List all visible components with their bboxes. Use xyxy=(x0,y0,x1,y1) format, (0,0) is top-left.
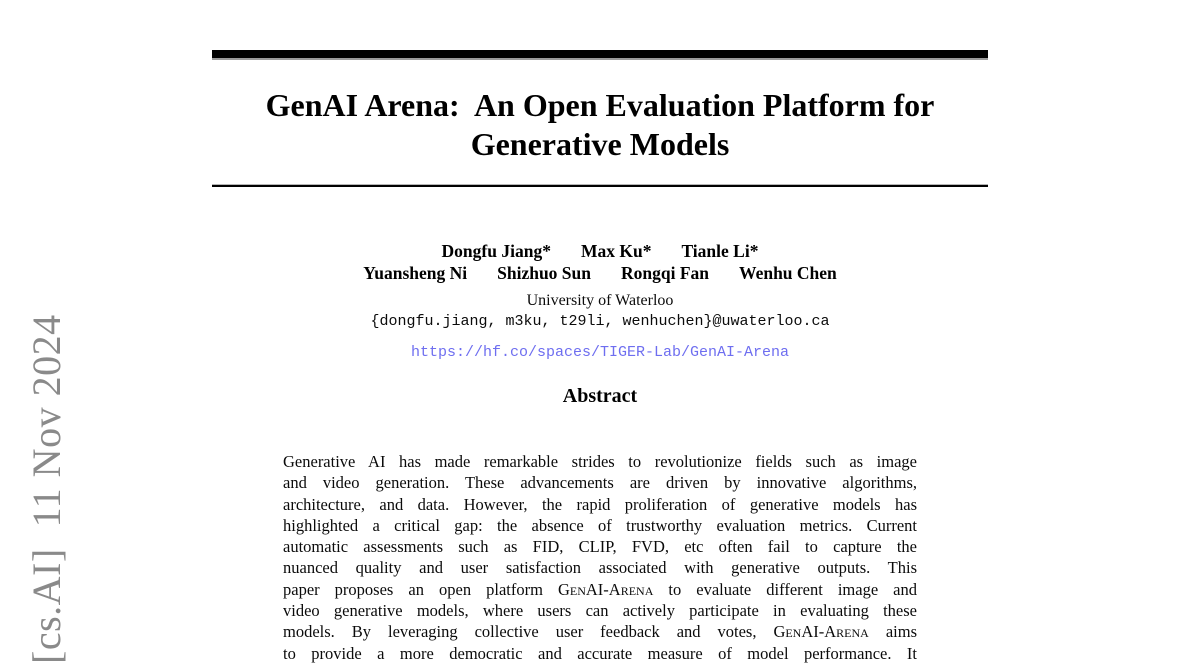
paper-title-line-2: Generative Models xyxy=(470,126,730,162)
author-name: Dongfu Jiang* xyxy=(441,241,551,261)
author-name: Shizhuo Sun xyxy=(497,263,592,283)
abstract-line: architecture, and data. However, the rapid proliferation of generative models has xyxy=(283,494,917,514)
author-name: Tianle Li* xyxy=(681,241,759,261)
affiliation: University of Waterloo xyxy=(526,292,674,309)
abstract-line: to provide a more democratic and accurate measure of model performance. It xyxy=(283,643,917,663)
abstract-line: nuanced quality and user satisfaction associated with generative outputs. This xyxy=(283,558,917,578)
abstract-line: video generative models, where users can actively participate in evaluating these xyxy=(283,601,917,621)
paper-title-line-1: GenAI Arena: An Open Evaluation Platform for xyxy=(265,87,935,123)
abstract-line: models. By leveraging collective user feedback and votes, GenAI-Arena aims xyxy=(283,622,917,642)
smallcaps-term: GenAI-Arena xyxy=(557,579,654,599)
paper-title xyxy=(0,86,1200,164)
paper-link[interactable]: https://hf.co/spaces/TIGER-Lab/GenAI-Arena xyxy=(410,344,790,361)
smallcaps-term: GenAI-Arena xyxy=(773,622,869,642)
abstract-line: paper proposes an open platform GenAI-Arena to evaluate different image and xyxy=(283,579,918,599)
title-rule-bottom xyxy=(212,185,988,187)
abstract-line: highlighted a critical gap: the absence of trustworthy evaluation metrics. Current xyxy=(283,515,917,535)
abstract-line: automatic assessments such as FID, CLIP, FVD, etc often fail to capture the xyxy=(283,537,917,557)
author-emails: {dongfu.jiang, m3ku, t29li, wenhuchen}@uwaterloo.ca xyxy=(370,313,830,330)
authors-row-2 xyxy=(0,262,1200,284)
authors-row-1 xyxy=(0,240,1200,262)
author-name: Wenhu Chen xyxy=(739,263,837,283)
abstract-line: Generative AI has made remarkable strides to revolutionize fields such as image xyxy=(283,452,917,471)
title-rule-top xyxy=(212,50,988,58)
arxiv-watermark: [cs.AI] 11 Nov 2024 xyxy=(24,314,69,664)
author-name: Yuansheng Ni xyxy=(363,263,468,283)
abstract-line: and video generation. These advancements are driven by innovative algorithms, xyxy=(283,473,917,493)
authors-block xyxy=(0,240,1200,284)
author-name: Rongqi Fan xyxy=(621,263,710,283)
paper-link-line xyxy=(0,343,1200,361)
author-name: Max Ku* xyxy=(580,241,652,261)
abstract-text xyxy=(283,451,917,664)
abstract-heading: Abstract xyxy=(562,385,638,407)
